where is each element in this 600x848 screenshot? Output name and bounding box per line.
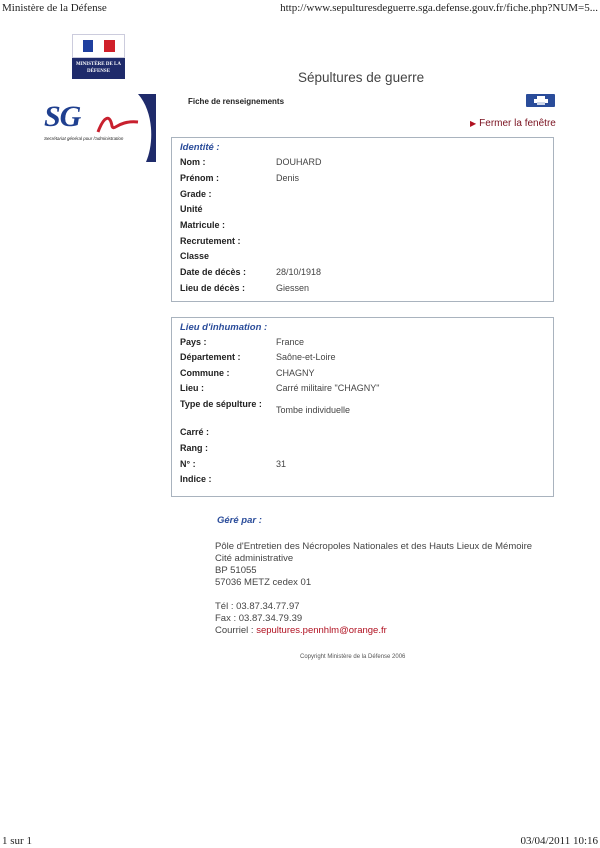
print-footer-page: 1 sur 1: [2, 835, 32, 847]
row-label: Classe: [180, 251, 210, 261]
identity-row: [180, 283, 540, 297]
identity-row: [180, 236, 540, 250]
row-value: Saône-et-Loire: [276, 352, 336, 362]
mail-link[interactable]: sepultures.pennhlm@orange.fr: [256, 625, 387, 636]
burial-row: [180, 427, 540, 441]
printer-icon: [533, 96, 549, 105]
print-button[interactable]: [526, 94, 555, 107]
identity-row: [180, 157, 540, 171]
manager-fax: Fax : 03.87.34.79.39: [215, 613, 303, 624]
row-label: Indice :: [180, 474, 212, 484]
row-label: Lieu de décès :: [180, 283, 246, 293]
burial-heading: Lieu d'inhumation :: [180, 322, 268, 333]
print-header-url: http://www.sepulturesdeguerre.sga.defense.gouv.fr/fiche.php?NUM=5...: [280, 2, 598, 14]
identity-heading: Identité :: [180, 142, 220, 153]
identity-row: [180, 173, 540, 187]
manager-tel: Tél : 03.87.34.77.97: [215, 601, 300, 612]
row-value: CHAGNY: [276, 368, 315, 378]
row-label: Matricule :: [180, 220, 226, 230]
flag-icon: [72, 34, 125, 58]
manager-org: Pôle d'Entretien des Nécropoles Nationales et des Hauts Lieux de Mémoire: [215, 541, 533, 552]
manager-mail-line: [215, 625, 387, 637]
row-label: Date de décès :: [180, 267, 247, 277]
manager-cite: Cité administrative: [215, 553, 294, 564]
burial-row: [180, 459, 540, 473]
row-value: Tombe individuelle: [276, 405, 351, 415]
row-label: Commune :: [180, 368, 230, 378]
row-value: Denis: [276, 173, 300, 183]
burial-row: [180, 474, 540, 488]
row-label: Prénom :: [180, 173, 220, 183]
row-value: 28/10/1918: [276, 267, 322, 277]
identity-panel: [171, 137, 554, 302]
row-label: Département :: [180, 352, 241, 362]
identity-row: [180, 220, 540, 234]
row-label: Carré :: [180, 427, 210, 437]
row-value: France: [276, 337, 305, 347]
identity-row: [180, 189, 540, 203]
identity-row: [180, 267, 540, 281]
manager-bp: BP 51055: [215, 565, 257, 576]
row-value: Carré militaire "CHAGNY": [276, 383, 380, 393]
site-title: Sépultures de guerre: [298, 70, 425, 85]
row-value: 31: [276, 459, 287, 469]
sga-letters: SG: [44, 100, 81, 133]
sga-tagline: Secrétariat général pour l'administration: [44, 136, 124, 141]
sga-swoosh-icon: [96, 112, 140, 134]
row-label: Pays :: [180, 337, 207, 347]
row-value: Giessen: [276, 283, 310, 293]
identity-row: [180, 251, 540, 265]
sga-curve-icon: [138, 94, 163, 162]
burial-row: [180, 443, 540, 457]
copyright: Copyright Ministère de la Défense 2006: [300, 654, 406, 660]
manager-city: 57036 METZ cedex 01: [215, 577, 312, 588]
row-label: Unité: [180, 204, 203, 214]
burial-row: [180, 337, 540, 351]
row-label: Grade :: [180, 189, 212, 199]
row-label: Lieu :: [180, 383, 204, 393]
row-label: Rang :: [180, 443, 208, 453]
close-window-link[interactable]: [470, 118, 556, 129]
burial-panel: [171, 317, 554, 497]
manager-heading: Géré par :: [217, 515, 262, 526]
print-footer-datetime: 03/04/2011 10:16: [520, 835, 598, 847]
row-label: Type de sépulture :: [180, 399, 262, 409]
close-window-label: Fermer la fenêtre: [479, 118, 556, 129]
doc-title: Fiche de renseignements: [188, 97, 285, 106]
ministry-label: MINISTÈRE DE LA DÉFENSE: [72, 58, 125, 79]
print-header-title: Ministère de la Défense: [2, 2, 107, 14]
identity-row: [180, 204, 540, 218]
arrow-right-icon: ▶: [470, 119, 477, 128]
burial-row: [180, 399, 540, 425]
burial-row: [180, 383, 540, 397]
row-value: DOUHARD: [276, 157, 322, 167]
row-label: Nom :: [180, 157, 206, 167]
burial-row: [180, 368, 540, 382]
row-label: N° :: [180, 459, 196, 469]
ministry-logo: [72, 34, 125, 88]
row-label: Recrutement :: [180, 236, 241, 246]
mail-label: Courriel :: [215, 625, 254, 636]
sga-logo: [38, 94, 163, 162]
burial-row: [180, 352, 540, 366]
